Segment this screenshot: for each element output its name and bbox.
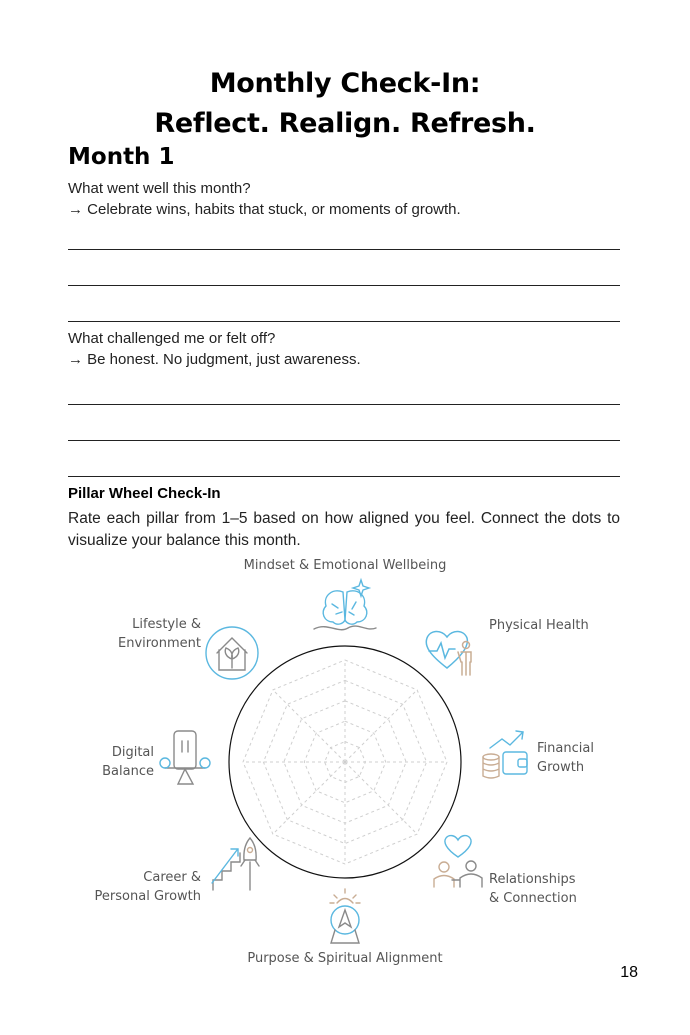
digital-balance-icon [160,731,210,784]
career-growth-icon [212,838,259,890]
pillar-wheel-heading: Pillar Wheel Check-In [68,485,221,502]
relationships-icon [434,836,482,887]
pillar-label-lifestyle-line-2: Environment [117,636,201,651]
page-number: 18 [620,964,638,981]
pillar-label-mindset: Mindset & Emotional Wellbeing [243,558,447,573]
pillar-label-physical-health: Physical Health [489,618,589,633]
month-label: Month 1 [68,144,175,170]
challenged-prompt: → Be honest. No judgment, just awareness. [68,351,361,368]
compass-icon [330,889,360,943]
pillar-label-relationships-line-1: Relationships [489,872,576,887]
financial-growth-icon [483,731,527,778]
pillar-label-lifestyle-line-1: Lifestyle & [132,617,201,632]
brain-icon [314,580,376,630]
home-plant-icon [206,627,258,679]
heart-pulse-icon [426,631,471,675]
pillar-label-purpose: Purpose & Spiritual Alignment [247,951,443,966]
rating-web-grid[interactable] [243,660,447,864]
pillar-label-relationships-line-2: & Connection [489,891,577,906]
pillar-label-digital-line-1: Digital [111,745,154,760]
went-well-question: What went well this month? [68,180,251,197]
pillar-label-financial-line-2: Growth [537,760,585,775]
pillar-label-career-line-2: Personal Growth [94,889,201,904]
pillar-wheel-instructions: Rate each pillar from 1–5 based on how aligned you feel. Connect the dots to visualize your balance this month. [68,510,620,549]
went-well-prompt: → Celebrate wins, habits that stuck, or moments of growth. [68,201,461,218]
page-title-line-1: Monthly Check-In: [209,68,481,99]
page-title-line-2: Reflect. Realign. Refresh. [154,108,536,139]
pillar-label-digital-line-2: Balance [102,764,154,779]
pillar-label-career-line-1: Career & [143,870,201,885]
pillar-label-financial-line-1: Financial [537,741,594,756]
challenged-question: What challenged me or felt off? [68,330,276,347]
